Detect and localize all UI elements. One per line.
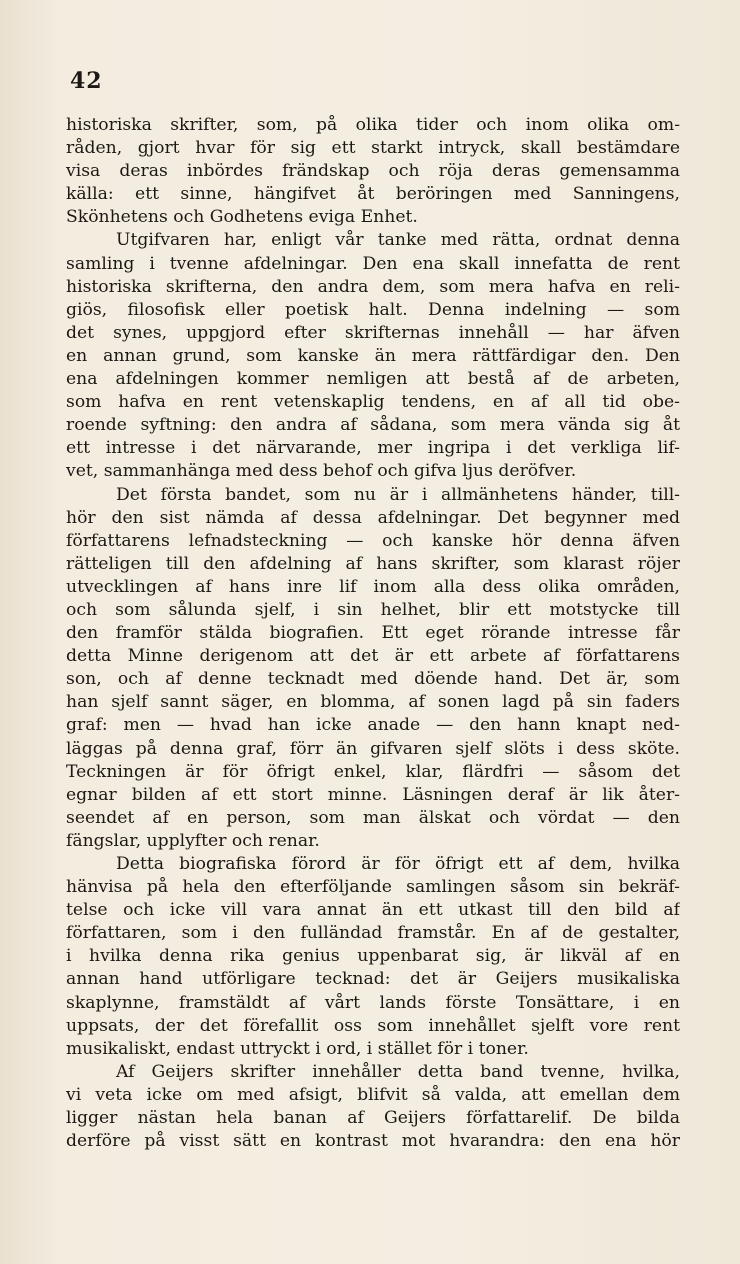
text-line: hänvisa på hela den efterföljande samlingen såsom sin bekräf- (66, 877, 680, 898)
text-line: visa deras inbördes frändskap och röja deras gemensamma (66, 161, 680, 182)
text-line: detta Minne derigenom att det är ett arbete af författarens (66, 646, 680, 667)
text-line: giös, filosofisk eller poetisk halt. Denna indelning — som (66, 299, 680, 320)
text-line: som hafva en rent vetenskaplig tendens, en af all tid obe- (66, 392, 680, 413)
text-line: rätteligen till den afdelning af hans skrifter, som klarast röjer (66, 553, 680, 574)
text-line: Utgifvaren har, enligt vår tanke med rätta, ordnat denna (116, 230, 680, 251)
text-line: telse och icke vill vara annat än ett utkast till den bild af (66, 900, 680, 921)
text-line: författarens lefnadsteckning — och kanske hör denna äfven (66, 530, 680, 551)
text-line: historiska skrifterna, den andra dem, som mera hafva en reli- (66, 276, 680, 297)
text-line: skaplynne, framstäldt af vårt lands förste Tonsättare, i en (66, 992, 680, 1013)
text-line: musikaliskt, endast uttryckt i ord, i stället för i toner. (66, 1038, 529, 1059)
text-line: Af Geijers skrifter innehåller detta band tvenne, hvilka, (116, 1061, 680, 1082)
text-line: Detta biografiska förord är för öfrigt ett af dem, hvilka (116, 854, 680, 874)
text-line: Det första bandet, som nu är i allmänhetens händer, till- (116, 484, 680, 505)
text-line: vet, sammanhänga med dess behof och gifva ljus deröfver. (66, 461, 577, 482)
text-line: graf: men — hvad han icke anade — den hann knapt ned- (66, 715, 680, 736)
text-line: det synes, uppgjord efter skrifternas innehåll — har äfven (66, 322, 680, 343)
text-line: i hvilka denna rika genius uppenbarat sig, är likväl af en (66, 946, 680, 967)
text-line: uppsats, der det förefallit oss som innehållet sjelft vore rent (66, 1015, 680, 1036)
text-line: hör den sist nämda af dessa afdelningar. Det begynner med (66, 507, 680, 528)
text-line: fängslar, upplyfter och renar. (66, 830, 320, 851)
text-line: den framför stälda biografien. Ett eget rörande intresse får (66, 623, 680, 644)
text-line: och som sålunda sjelf, i sin helhet, blir ett motstycke till (66, 599, 680, 620)
text-line: han sjelf sannt säger, en blomma, af sonen lagd på sin faders (66, 692, 680, 713)
text-line: en annan grund, som kanske än mera rättfärdigar den. Den (66, 345, 680, 366)
text-line: ett intresse i det närvarande, mer ingripa i det verkliga lif- (66, 438, 680, 459)
text-line: derföre på visst sätt en kontrast mot hvarandra: den ena hör (66, 1131, 680, 1152)
text-line: råden, gjort hvar för sig ett starkt intryck, skall bestämdare (66, 138, 680, 159)
text-line: Teckningen är för öfrigt enkel, klar, flärdfri — såsom det (66, 761, 680, 782)
text-line: ena afdelningen kommer nemligen att bestå af de arbeten, (66, 369, 680, 390)
body-text (66, 114, 680, 1153)
page-number: 42 (70, 68, 103, 94)
text-line: annan hand utförligare tecknad: det är Geijers musikaliska (66, 969, 680, 990)
text-line: samling i tvenne afdelningar. Den ena skall innefatta de rent (66, 253, 680, 274)
text-line: källa: ett sinne, hängifvet åt beröringen med Sanningens, (66, 184, 680, 205)
text-line: Skönhetens och Godhetens eviga Enhet. (66, 207, 418, 228)
text-line: son, och af denne tecknadt med döende hand. Det är, som (66, 669, 680, 690)
text-line: läggas på denna graf, förr än gifvaren sjelf slöts i dess sköte. (66, 738, 680, 759)
text-line: vi veta icke om med afsigt, blifvit så valda, att emellan dem (66, 1084, 680, 1105)
text-line: roende syftning: den andra af sådana, som mera vända sig åt (66, 415, 680, 436)
text-line: ligger nästan hela banan af Geijers författarelif. De bilda (66, 1108, 680, 1129)
text-line: egnar bilden af ett stort minne. Läsningen deraf är lik åter- (66, 784, 680, 805)
text-line: utvecklingen af hans inre lif inom alla dess olika områden, (66, 576, 680, 597)
text-line: historiska skrifter, som, på olika tider och inom olika om- (66, 115, 680, 135)
text-line: seendet af en person, som man älskat och vördat — den (66, 807, 680, 828)
text-line: författaren, som i den fulländad framstår. En af de gestalter, (66, 923, 680, 944)
